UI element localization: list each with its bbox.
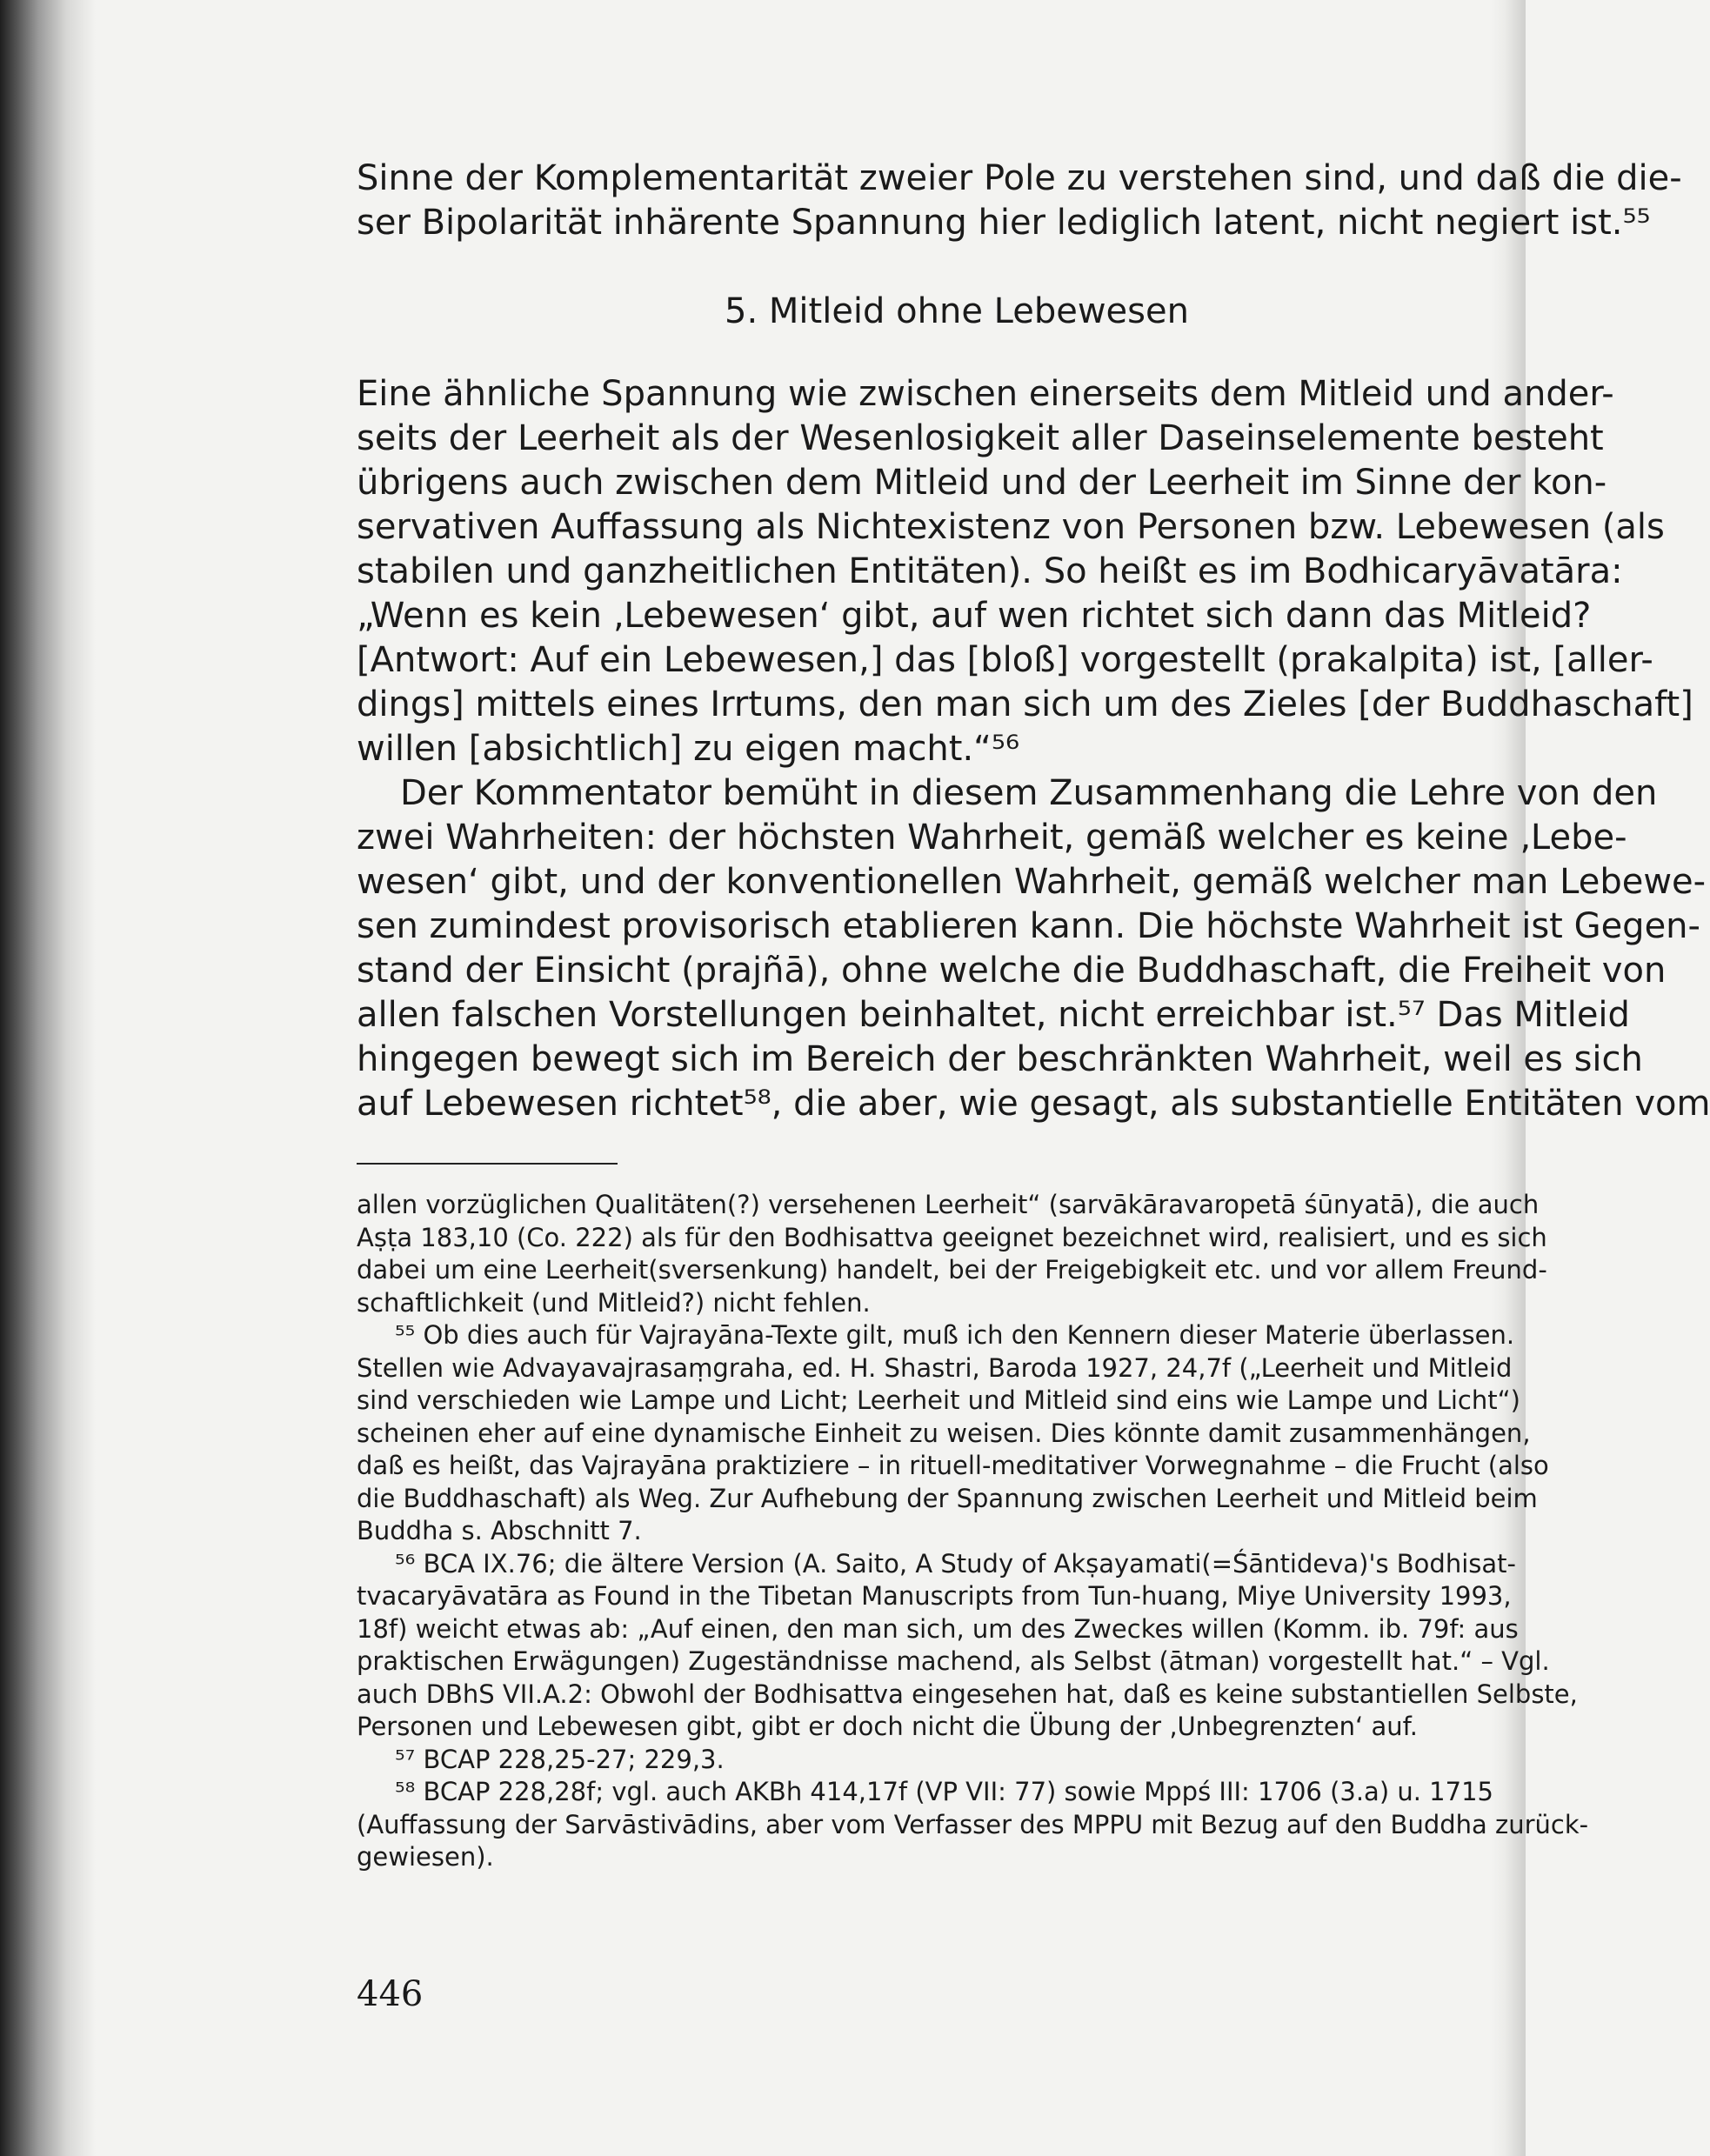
book-gutter-shadow (0, 0, 96, 2156)
body-line: auf Lebewesen richtet⁵⁸, die aber, wie gesagt, als substantielle Entitäten vom (357, 1084, 1710, 1124)
body-line: Eine ähnliche Spannung wie zwischen einerseits dem Mitleid und ander- (357, 374, 1614, 414)
footnote-line: daß es heißt, das Vajrayāna praktiziere – in rituell-meditativer Vorwegnahme – die Frucht (also (357, 1451, 1549, 1480)
body-line: willen [absichtlich] zu eigen macht.“⁵⁶ (357, 729, 1019, 769)
footnote-line: tvacaryāvatāra as Found in the Tibetan Manuscripts from Tun-huang, Miye University 1993, (357, 1581, 1512, 1611)
footnote-line: praktischen Erwägungen) Zugeständnisse machend, als Selbst (ātman) vorgestellt hat.“ – Vgl. (357, 1646, 1550, 1676)
body-line: wesen‘ gibt, und der konventionellen Wahrheit, gemäß welcher man Lebewe- (357, 862, 1707, 902)
footnote-line: (Auffassung der Sarvāstivādins, aber vom Verfasser des MPPU mit Bezug auf den Buddha zurück- (357, 1809, 1589, 1839)
body-line: sen zumindest provisorisch etablieren kann. Die höchste Wahrheit ist Gegen- (357, 906, 1700, 946)
footnote-line: sind verschieden wie Lampe und Licht; Leerheit und Mitleid sind eins wie Lampe und Licht“) (357, 1385, 1520, 1415)
page-text (357, 157, 1710, 1874)
footnote-line: auch DBhS VII.A.2: Obwohl der Bodhisattva eingesehen hat, daß es keine substantiellen Selbste, (357, 1679, 1578, 1709)
body-line: zwei Wahrheiten: der höchsten Wahrheit, gemäß welcher es keine ‚Lebe- (357, 818, 1627, 858)
footnote-line: Aṣṭa 183,10 (Co. 222) als für den Bodhisattva geeignet bezeichnet wird, realisiert, und es sich (357, 1222, 1547, 1252)
footnote-line: dabei um eine Leerheit(sversenkung) handelt, bei der Freigebigkeit etc. und vor allem Freund- (357, 1255, 1547, 1285)
body-line: servativen Auffassung als Nichtexistenz von Personen bzw. Lebewesen (als (357, 507, 1665, 547)
footnote-line: allen vorzüglichen Qualitäten(?) versehenen Leerheit“ (sarvākāravaropetā śūnyatā), die auch (357, 1190, 1540, 1219)
footnote-line: schaftlichkeit (und Mitleid?) nicht fehlen. (357, 1287, 871, 1318)
footnote-line: ⁵⁶ BCA IX.76; die ältere Version (A. Saito, A Study of Akṣayamati(=Śāntideva)'s Bodhisat- (395, 1548, 1516, 1579)
footnotes (357, 1189, 1589, 1874)
section-title: 5. Mitleid ohne Lebewesen (725, 291, 1189, 331)
body-line: dings] mittels eines Irrtums, den man sich um des Zieles [der Buddhaschaft] (357, 684, 1693, 724)
footnote-line: 18f) weicht etwas ab: „Auf einen, den man sich, um des Zweckes willen (Komm. ib. 79f: aus (357, 1613, 1519, 1644)
footnote-line: Personen und Lebewesen gibt, gibt er doch nicht die Übung der ‚Unbegrenzten‘ auf. (357, 1712, 1418, 1741)
footnote-line: ⁵⁵ Ob dies auch für Vajrayāna-Texte gilt, muß ich den Kennern dieser Materie überlassen. (395, 1320, 1515, 1350)
footnote-58 (357, 1776, 1589, 1874)
footnote-line: die Buddhaschaft) als Weg. Zur Aufhebung der Spannung zwischen Leerheit und Mitleid beim (357, 1483, 1538, 1513)
body-line: Der Kommentator bemüht in diesem Zusammenhang die Lehre von den (400, 773, 1658, 813)
footnote-divider (357, 1163, 618, 1165)
footnote-line: Stellen wie Advayavajrasaṃgraha, ed. H. Shastri, Baroda 1927, 24,7f („Leerheit und Mitleid (357, 1352, 1513, 1383)
footnote-continuation (357, 1189, 1547, 1319)
paragraph-1 (357, 372, 1693, 771)
body-line: allen falschen Vorstellungen beinhaltet, nicht erreichbar ist.⁵⁷ Das Mitleid (357, 995, 1630, 1035)
body-line: hingegen bewegt sich im Bereich der beschränkten Wahrheit, weil es sich (357, 1039, 1643, 1079)
body-line: ser Bipolarität inhärente Spannung hier lediglich latent, nicht negiert ist.⁵⁵ (357, 203, 1651, 243)
body-line: seits der Leerheit als der Wesenlosigkeit aller Daseinselemente besteht (357, 418, 1604, 458)
footnote-line: scheinen eher auf eine dynamische Einheit zu weisen. Dies könnte damit zusammenhängen, (357, 1418, 1531, 1448)
body-line: stabilen und ganzheitlichen Entitäten). So heißt es im Bodhicaryāvatāra: (357, 551, 1623, 591)
footnote-57 (357, 1744, 1522, 1777)
footnote-56 (357, 1548, 1578, 1744)
body-line: [Antwort: Auf ein Lebewesen,] das [bloß] vorgestellt (prakalpita) ist, [aller- (357, 640, 1653, 680)
body-line: stand der Einsicht (prajñā), ohne welche die Buddhaschaft, die Freiheit von (357, 951, 1667, 991)
body-line: Sinne der Komplementarität zweier Pole zu verstehen sind, und daß die die- (357, 158, 1682, 198)
footnote-line: ⁵⁷ BCAP 228,25-27; 229,3. (395, 1744, 725, 1774)
body-line: „Wenn es kein ‚Lebewesen‘ gibt, auf wen richtet sich dann das Mitleid? (357, 596, 1592, 636)
body-line: übrigens auch zwischen dem Mitleid und der Leerheit im Sinne der kon- (357, 463, 1607, 503)
page-number: 446 (357, 1974, 424, 2014)
footnote-line: Buddha s. Abschnitt 7. (357, 1516, 642, 1545)
footnote-line: ⁵⁸ BCAP 228,28f; vgl. auch AKBh 414,17f (VP VII: 77) sowie Mppś III: 1706 (3.a) u. 1715 (395, 1777, 1493, 1806)
footnote-line: gewiesen). (357, 1842, 494, 1872)
footnote-55 (357, 1319, 1549, 1548)
paragraph-2 (357, 771, 1710, 1126)
